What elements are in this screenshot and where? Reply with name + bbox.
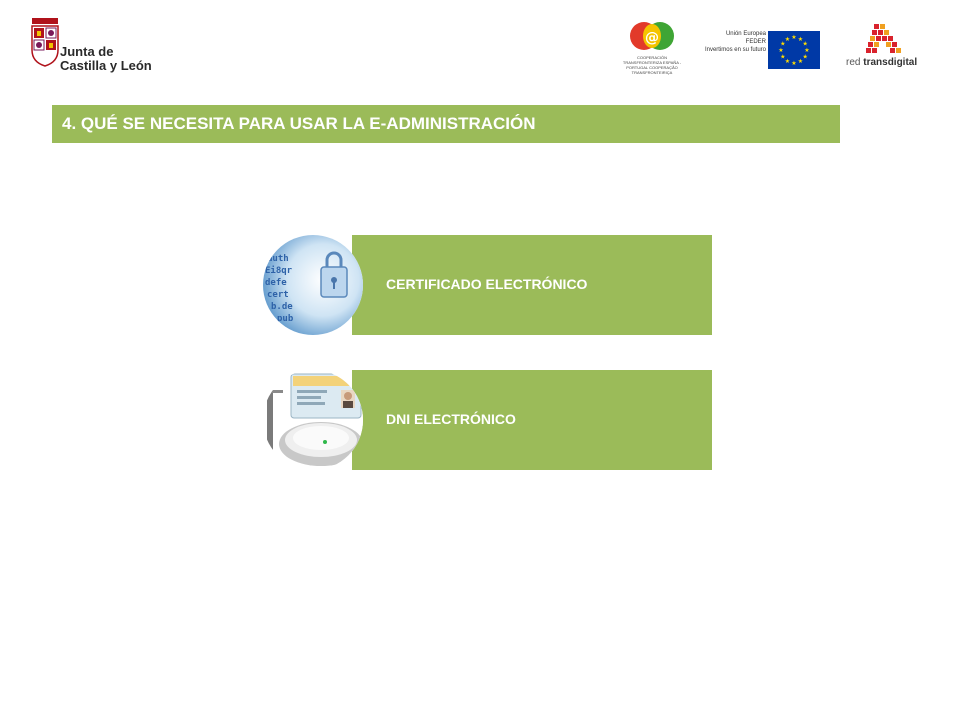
svg-text:★: ★ (802, 40, 808, 48)
svg-text:★: ★ (778, 47, 784, 54)
dni-card-reader-icon (263, 370, 363, 470)
item-label-dni: DNI ELECTRÓNICO (386, 411, 516, 427)
eu-line3: Invertimos en su futuro (704, 47, 766, 53)
jcyl-line2: Castilla y León (60, 58, 152, 73)
rt-prefix: red (846, 57, 864, 68)
eu-flag-icon (768, 31, 820, 69)
item-certificado (352, 235, 712, 335)
item-label-certificado: CERTIFICADO ELECTRÓNICO (386, 276, 588, 292)
digital-certificate-lock-icon (263, 235, 363, 335)
svg-text:@: @ (645, 30, 659, 46)
poctep-caption: COOPERACIÓN TRANSFRONTERIZA ESPAÑA - PORTUGAL COOPERAÇÃO TRANSFRONTEIRIÇA (622, 55, 682, 75)
svg-text:★: ★ (804, 47, 810, 54)
svg-text:auth: auth (267, 254, 289, 264)
item-dni (352, 370, 712, 470)
svg-text:Ei8qr: Ei8qr (265, 266, 293, 276)
svg-text:★: ★ (784, 58, 791, 66)
rt-bold: transdigital (863, 57, 918, 68)
svg-text:★: ★ (791, 60, 797, 67)
page-title: 4. QUÉ SE NECESITA PARA USAR LA E-ADMINISTRACIÓN (62, 114, 536, 133)
svg-text:pub: pub (277, 314, 294, 324)
svg-text:★: ★ (797, 58, 804, 66)
svg-text:★: ★ (780, 53, 786, 61)
jcyl-line1: Junta de (60, 44, 114, 59)
svg-text:★: ★ (780, 40, 786, 48)
eu-line1: Unión Europea (725, 31, 766, 37)
eu-feder-logo (692, 30, 822, 70)
svg-text:defe: defe (265, 278, 287, 288)
section-title-bar (52, 105, 840, 143)
svg-text:cert: cert (267, 290, 289, 300)
svg-text:★: ★ (802, 53, 808, 61)
svg-text:★: ★ (791, 34, 797, 41)
svg-text:b.de: b.de (271, 302, 293, 312)
svg-text:★: ★ (784, 35, 791, 43)
eu-line2: FEDER (745, 39, 766, 45)
svg-text:★: ★ (797, 35, 804, 43)
